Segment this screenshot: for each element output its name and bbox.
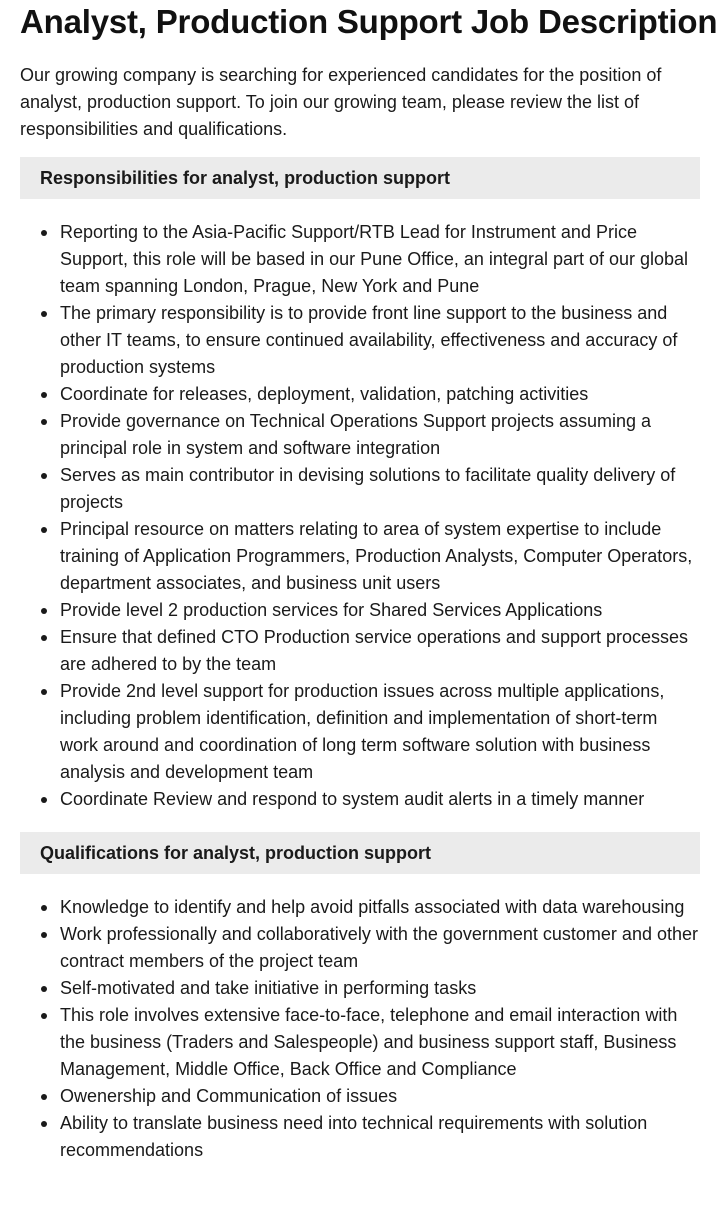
list-item	[20, 1083, 700, 1110]
list-item-text: Work professionally and collaboratively with the government customer and other contract members of the project team	[60, 924, 698, 971]
list-item	[20, 408, 700, 462]
list-item-text: Ability to translate business need into technical requirements with solution recommendations	[60, 1113, 648, 1160]
list-item	[20, 975, 700, 1002]
bullet-icon	[41, 797, 47, 803]
bullet-icon	[41, 419, 47, 425]
bullet-icon	[41, 986, 47, 992]
list-item	[20, 381, 700, 408]
list-item	[20, 624, 700, 678]
list-item	[20, 786, 700, 813]
qualifications-heading: Qualifications for analyst, production support	[20, 832, 700, 874]
bullet-icon	[41, 311, 47, 317]
list-item-text: This role involves extensive face-to-face, telephone and email interaction with the business (Traders and Salespeople) and business support staff, Business Management, Middle Office, Back Office and Compliance	[60, 1005, 678, 1079]
bullet-icon	[41, 392, 47, 398]
list-item	[20, 894, 700, 921]
list-item-text: Provide 2nd level support for production issues across multiple applications, including problem identification, definition and implementation of short-term work around and coordination of long term software solution with business analysis and development team	[60, 681, 665, 782]
page-title: Analyst, Production Support Job Description	[20, 3, 718, 40]
list-item	[20, 1110, 700, 1164]
intro-paragraph: Our growing company is searching for experienced candidates for the position of analyst, production support. To join our growing team, please review the list of responsibilities and qualifications.	[20, 65, 662, 139]
list-item-text: Knowledge to identify and help avoid pitfalls associated with data warehousing	[60, 897, 685, 917]
list-item	[20, 921, 700, 975]
list-item-text: Self-motivated and take initiative in performing tasks	[60, 978, 477, 998]
list-item	[20, 678, 700, 786]
list-item-text: Ensure that defined CTO Production service operations and support processes are adhered to by the team	[60, 627, 689, 674]
responsibilities-list	[20, 219, 700, 813]
list-item-text: Owenership and Communication of issues	[60, 1086, 398, 1106]
bullet-icon	[41, 1094, 47, 1100]
bullet-icon	[41, 635, 47, 641]
list-item-text: Coordinate Review and respond to system audit alerts in a timely manner	[60, 789, 645, 809]
responsibilities-heading: Responsibilities for analyst, production support	[20, 157, 700, 199]
bullet-icon	[41, 473, 47, 479]
bullet-icon	[41, 527, 47, 533]
list-item-text: Provide governance on Technical Operations Support projects assuming a principal role in system and software integration	[60, 411, 652, 458]
bullet-icon	[41, 230, 47, 236]
bullet-icon	[41, 932, 47, 938]
list-item-text: Coordinate for releases, deployment, validation, patching activities	[60, 384, 589, 404]
bullet-icon	[41, 608, 47, 614]
bullet-icon	[41, 905, 47, 911]
bullet-icon	[41, 1013, 47, 1019]
bullet-icon	[41, 1121, 47, 1127]
qualifications-list	[20, 894, 700, 1164]
list-item	[20, 300, 700, 381]
bullet-icon	[41, 689, 47, 695]
list-item	[20, 1002, 700, 1083]
list-item-text: Reporting to the Asia-Pacific Support/RTB Lead for Instrument and Price Support, this role will be based in our Pune Office, an integral part of our global team spanning London, Prague, New York and Pune	[60, 222, 689, 296]
list-item	[20, 462, 700, 516]
list-item-text: Serves as main contributor in devising solutions to facilitate quality delivery of projects	[60, 465, 676, 512]
list-item-text: The primary responsibility is to provide front line support to the business and other IT teams, to ensure continued availability, effectiveness and accuracy of production systems	[60, 303, 678, 377]
list-item	[20, 219, 700, 300]
list-item-text: Principal resource on matters relating to area of system expertise to include training of Application Programmers, Production Analysts, Computer Operators, department associates, and business unit users	[60, 519, 693, 593]
list-item	[20, 597, 700, 624]
list-item	[20, 516, 700, 597]
list-item-text: Provide level 2 production services for Shared Services Applications	[60, 600, 603, 620]
